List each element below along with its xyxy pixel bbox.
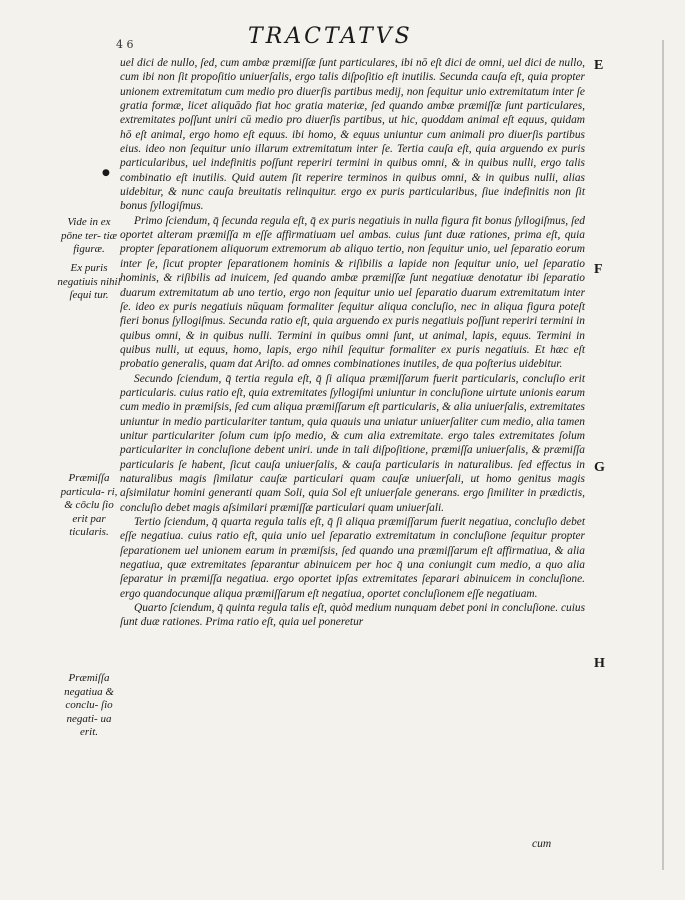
section-marker-e: E xyxy=(594,58,604,73)
page-edge-shadow xyxy=(662,40,664,870)
paragraph: Secundo ſciendum, q̄ tertia regula eſt, q̄ ſi aliqua præmiſſarum fuerit particularis, concluſio erit particularis. cuius ratio eſt, quia extremitates ſyllogiſmi uniuntur in concluſione uirtute unionis earum cum medio in præmiſsis, ſed cum aliqua præmiſſarum eſt particularis, & alia uniuerſalis, extremitates uniuntur in medio particulariter tantum, quia quauis una uniatur uniuerſaliter cum medio, alia tamen unitur particulariter ſolum cum ipſo medio, & cum alia extremitate. ergo tales extremitates ſolum particulariter in concluſione debent uniri. unde in tali diſpoſitione, præmiſſa uniuerſalis, & præmiſſa particularis ſe habent, ſicut cauſa uniuerſalis, & cauſa particularis in naturalibus. ſed effectus in naturalibus magis ſimilatur cauſæ particulari quam cauſæ uniuerſali, ut homo genitus magis aſsimilatur homini generanti quam Soli, quia Sol eſt uniuerſale generans. ergo ſimiliter in prædictis, concluſio debet magis aſsimilari præmiſſæ particulari quam uniuerſali. xyxy=(120,372,585,514)
margin-note-negatives: Ex puris negatiuis nihil ſequi tur. xyxy=(57,262,121,301)
paragraph: Quarto ſciendum, q̄ quinta regula talis eſt, quòd medium nunquam debet poni in concluſione. cuius ſunt duæ rationes. Prima ratio eſt, quia uel poneretur xyxy=(120,602,585,629)
margin-note-negative: Præmiſſa negatiua & conclu- ſio negati- ua erit. xyxy=(64,672,114,738)
paragraph: Primo ſciendum, q̄ ſecunda regula eſt, q̄ ex puris negatiuis in nulla figura fit bonus ſyllogiſmus, ſed oportet alteram præmiſſa m eſſe affirmatiuam uel ambas. cuius ſunt duæ rationes, prima eſt, quia propter ſeparationem aliquorum extremorum ab aliquo tertio, non ſequitur unio, uel ſeparatio eorum inter ſe, ſicut propter ſeparationem hominis & riſibilis a lapide non ſequitur unio, uel ſeparatio hominis, & riſibilis ad inuicem, ſed quando ambæ præmiſſæ ſunt negatiuæ denotatur ibi ſeparatio duarum extremitatum ab uno tertio, ergo non ſequitur unio uel ſeparatio duarum extremitatum inter ſe. ideo ex puris negatiuis nūquam formaliter ſequitur aliqua concluſio, nec in aliqua figura poteſt fieri bonus ſyllogiſmus. Secunda ratio eſt, quia arguendo ex puris negatiuis poſſunt reperiri termini in quibus omni, & in quibus nulli. Termini in quibus omni ſunt, ut animal, lapis, equus. Termini in quibus nulli, ut equus, homo, lapis, ergo nihil ſequitur formaliter ex puris negatiuis. Et hæc eſt probatio generalis, quam dat Ariſto. ad omnes combinationes inutiles, de qua poſterius uidebitur. xyxy=(120,214,585,371)
main-text xyxy=(120,56,585,630)
folio-number: 4 6 xyxy=(116,38,134,51)
section-marker-f: F xyxy=(594,262,603,277)
catchword: cum xyxy=(532,838,552,850)
paragraph: Tertio ſciendum, q̄ quarta regula talis eſt, q̄ ſi aliqua præmiſſarum fuerit negatiua, concluſio debet eſſe negatiua. cuius ratio eſt, quia unio uel ſeparatio extremitatum in concluſione ſequitur propter ſeparationem uel unionem earum in præmiſsis, ſed quando una præmiſſarum eſt affirmatiua, & alia negatiua, quæ extremitates ſeparantur abinuicem per hoc q̄ una coniungit cum medio, a quo alia ſeparatur in præmiſſa negatiua. ergo oportet ipſas extremitates ſeparari abinuicem in concluſione. ergo quandocunque aliqua præmiſſarum eſt negatiua, oportet concluſionem eſſe negatiuam. xyxy=(120,516,585,600)
paragraph: uel dici de nullo, ſed, cum ambæ præmiſſæ ſunt particulares, ibi nō eſt dici de omni, uel dici de nullo, cum ibi non ſit propoſitio uniuerſalis, ergo talis diſpoſitio eſt inutilis. Secunda cauſa eſt, quia propter unionem extremitatum cum medio pro diuerſis partibus medij, non ſequitur unio extremitatum inter ſe gratia formæ, licet aliquādo fiat hoc gratia materiæ, ſed quando ambæ præmiſſæ ſunt particulares, extremitates poſſunt uniri cū medio pro diuerſis partibus, ut hic, quoddam animal eſt equus, quidam hō eſt animal, ergo homo eſt equus. ibi homo, & equus uniuntur cum animali pro diuerſis partibus eius. ideo non ſequitur unio illarum extremitatum inter ſe. Tertia cauſa eſt, quia arguendo ex puris particularibus, uel indefinitis poſſunt reperiri termini in quibus omni, & in quibus nulli, ergo talis combinatio eſt inutilis. Quid autem ſit reperire terminos in quibus omni, & in quibus nulli, alias uidebitur, & nunc cauſa breuitatis relinquitur. ergo ex puris particularibus, ſiue indefinitis non ſit bonus ſyllogiſmus. xyxy=(120,57,585,213)
margin-note-figure: Vide in ex pōne ter- tiæ figuræ. xyxy=(61,216,117,255)
section-marker-g: G xyxy=(594,460,605,475)
running-head: TRACTATVS xyxy=(248,24,413,49)
page-header xyxy=(0,24,685,51)
margin-note-particular: Præmiſſa particula- ri, & cōclu ſio erit par ticularis. xyxy=(60,472,118,538)
section-marker-h: H xyxy=(594,656,605,671)
margin-bullet-icon: ● xyxy=(102,168,110,178)
